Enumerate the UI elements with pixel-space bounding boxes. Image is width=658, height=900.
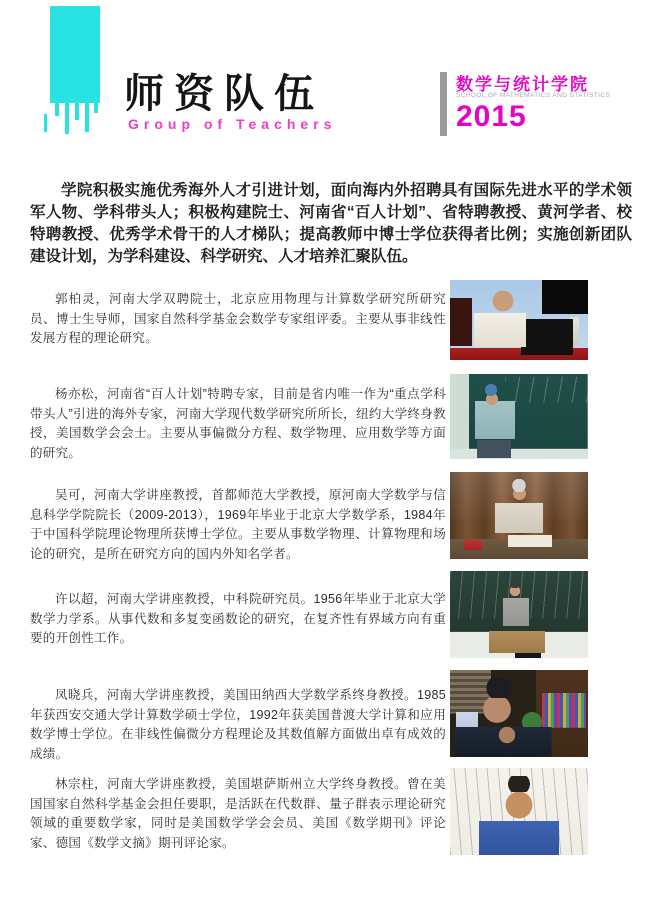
page-subtitle: Group of Teachers: [128, 116, 337, 132]
teacher-photo-fengxiaobing: [450, 670, 588, 757]
logo-drip-bar: [85, 103, 89, 132]
logo-drip-bar: [65, 103, 69, 134]
teacher-bio-xuyichao: 许以超，河南大学讲座教授，中科院研究员。1956年毕业于北京大学数学力学系。从事代数和多复变函数论的研究，在复齐性有界域方向有重要的开创性工作。: [30, 592, 446, 645]
department-name-en: SCHOOL OF MATHEMATICS AND STATISTICS: [456, 92, 611, 99]
logo-drip-bar: [44, 114, 47, 132]
logo-block: [50, 6, 100, 103]
teacher-bio-fengxiaobing: 凤晓兵，河南大学讲座教授，美国田纳西大学数学系终身教授。1985年获西安交通大学计算数学硕士学位，1992年获美国普渡大学计算和应用数学博士学位。在非线性偏微分方程理论及其数值解方面做出卓有成效的成绩。: [30, 688, 446, 761]
teacher-photo-guoboling: [450, 280, 588, 360]
logo-drip-bar: [75, 103, 79, 120]
teacher-bio-linzongzhu: 林宗柱，河南大学讲座教授，美国堪萨斯州立大学终身教授。曾在美国国家自然科学基金会担任要职，是活跃在代数群、量子群表示理论研究领域的重要数学家，同时是美国数学学会会员、美国《数学期刊》评论家、德国《数学文摘》期刊评论家。: [30, 777, 446, 850]
logo-drip-bar: [94, 103, 98, 113]
page-title: 师资队伍: [124, 72, 324, 116]
department-name: 数学与统计学院: [456, 75, 589, 94]
logo-drip-bar: [55, 103, 59, 116]
teacher-photo-xuyichao: [450, 571, 588, 658]
teacher-bio-guoboling: 郭柏灵，河南大学双聘院士，北京应用物理与计算数学研究所研究员、博士生导师，国家自然科学基金会数学专家组评委。主要从事非线性发展方程的理论研究。: [30, 292, 446, 345]
department-year: 2015: [456, 100, 527, 133]
teacher-photo-wuke: [450, 472, 588, 559]
intro-paragraph: 学院积极实施优秀海外人才引进计划，面向海内外招聘具有国际先进水平的学术领军人物、学科带头人；积极构建院士、河南省“百人计划”、省特聘教授、黄河学者、校特聘教授、优秀学术骨干的人才梯队；提高教师中博士学位获得者比例；实施创新团队建设计划，为学科建设、科学研究、人才培养汇聚队伍。: [30, 182, 632, 265]
teacher-bio-wuke: 吴可，河南大学讲座教授，首都师范大学教授，原河南大学数学与信息科学学院院长（2009-2013），1969年毕业于北京大学数学系，1984年于中国科学院理论物理所获博士学位。主要从事数学物理、计算物理和场论的研究，是所在研究方向的国内外知名学者。: [30, 488, 446, 561]
teacher-bio-yangyisong: 杨亦松，河南省“百人计划”特聘专家，目前是省内唯一作为“重点学科带头人”引进的海外专家，河南大学现代数学研究所所长，纽约大学终身教授，美国数学会会士。主要从事偏微分方程、数学物理、应用数学等方面的研究。: [30, 387, 446, 460]
teacher-photo-linzongzhu: [450, 768, 588, 855]
teacher-photo-yangyisong: [450, 374, 588, 459]
department-divider: [440, 72, 447, 136]
logo-mark-icon: [0, 0, 120, 150]
